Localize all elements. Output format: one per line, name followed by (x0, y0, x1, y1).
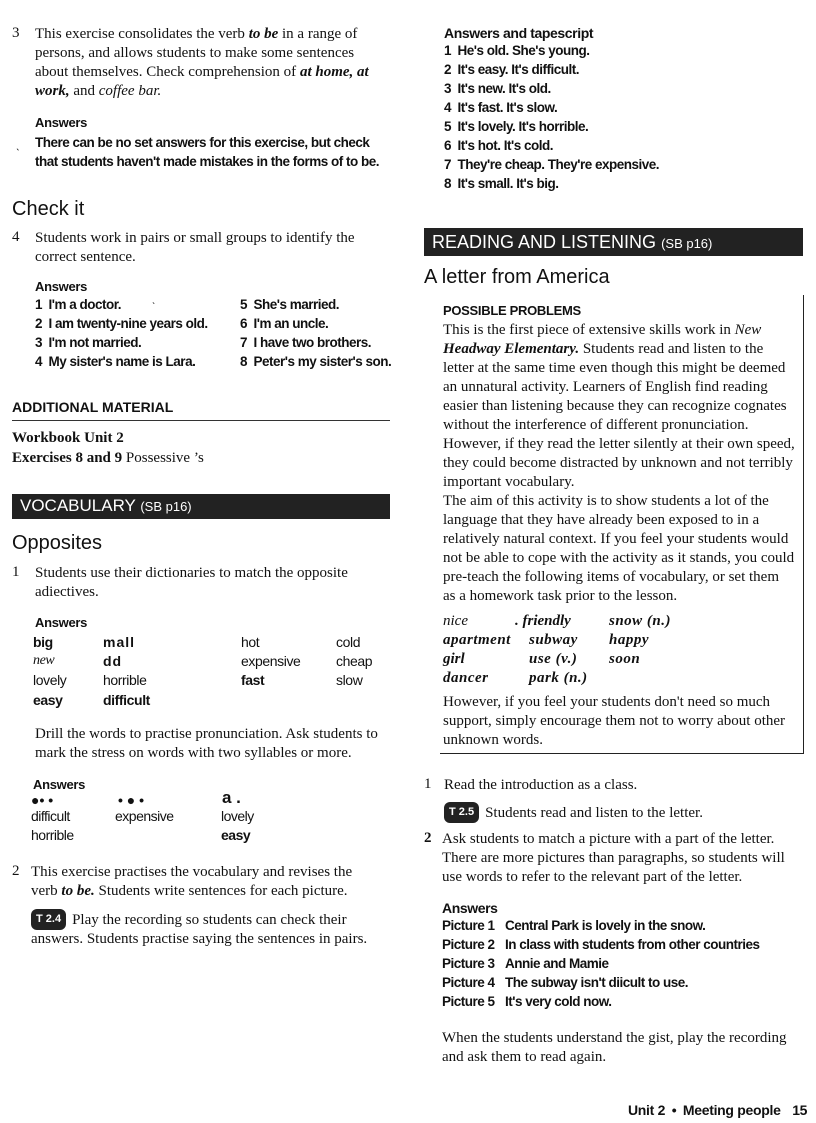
stress-word: difficult (31, 808, 70, 824)
closing-text: When the students understand the gist, play the recording and ask them to read again. (442, 1030, 787, 1065)
vocabulary-banner: VOCABULARY (SB p16) (12, 494, 390, 519)
grid-row: easy difficult (33, 692, 150, 708)
step-number: 1 (424, 776, 432, 792)
section-heading-letter: A letter from America (424, 266, 610, 288)
tapescript-line: 6 It's hot. It's cold. (444, 138, 553, 153)
answer-item: 5 She's married. (240, 297, 340, 312)
problems-paragraph: However, if you feel your students don't need so much support, simply encourage them not to worry about other unknown words. (443, 694, 786, 748)
tapescript-heading: Answers and tapescript (444, 25, 594, 41)
answer-item: 1 I'm a doctor. (35, 297, 122, 312)
grid-row: lovely horrible fast slow (33, 672, 363, 688)
exercises-line: Exercises 8 and 9 Possessive ’s (12, 450, 204, 466)
tapescript-line: 3 It's new. It's old. (444, 81, 551, 96)
exercise-2-text: This exercise practises the vocabulary and revises the verb to be. Students write sentences for each picture. (31, 864, 353, 899)
stress-word: easy (221, 827, 251, 843)
reading-listening-banner: READING AND LISTENING (SB p16) (424, 228, 803, 256)
stress-word: horrible (31, 827, 74, 843)
exercise-number: 3 (12, 25, 20, 41)
check-it-answers (35, 293, 395, 377)
picture-answer: Picture 2 In class with students from other countries (442, 937, 760, 952)
exercise-3-text: This exercise consolidates the verb to be in a range of persons, and allows students to make some sentences about themselves. Check comprehension of at home, at work, and coffee bar. (35, 26, 369, 99)
stress-word: lovely (221, 808, 254, 824)
exercise-number: 2 (12, 863, 20, 879)
tapescript-line: 2 It's easy. It's difficult. (444, 62, 579, 77)
stress-pattern: ●• • (31, 792, 54, 808)
picture-answers (442, 918, 802, 1018)
page-footer (628, 1102, 807, 1118)
stress-pattern: a . (222, 788, 241, 807)
possible-problems-title: POSSIBLE PROBLEMS (443, 303, 581, 318)
answers-label: Answers (35, 615, 88, 630)
exercise-number: 4 (12, 229, 20, 245)
footer-bullet: • (671, 1102, 677, 1118)
answers-label: Answers (33, 777, 86, 792)
tapescript-list (444, 43, 784, 198)
answers-label: Answers (35, 279, 88, 294)
answer-item: 6 I'm an uncle. (240, 316, 329, 331)
problems-paragraph: This is the first piece of extensive skills work in New Headway Elementary. Students read and listen to the letter at the same time even though this might be deemed an unnatural activity. Learners of English find reading easier than listening because they can recognize cognates without the interference of different pronunciation. However, if they read the letter silently at their own speed, they could become distracted by unknown and not terribly important vocabulary. (443, 322, 795, 490)
workbook-line: Workbook Unit 2 (12, 430, 124, 446)
exercise-number: 1 (12, 564, 20, 580)
stress-pattern: • ● • (118, 792, 145, 808)
bullet-mark: ˎ (16, 137, 20, 151)
additional-material-heading: ADDITIONAL MATERIAL (12, 399, 174, 415)
picture-answer: Picture 1 Central Park is lovely in the snow. (442, 918, 706, 933)
exercise-2-recording: T 2.4 Play the recording so students can check their answers. Students practise saying the sentences in pairs. (31, 909, 381, 949)
picture-answer: Picture 3 Annie and Mamie (442, 956, 609, 971)
step-number: 2 (424, 830, 432, 846)
drill-text: Drill the words to practise pronunciation. Ask students to mark the stress on words with two syllables or more. (35, 726, 378, 761)
grid-row: new dd expensive cheap (33, 653, 373, 669)
step-1-text: Read the introduction as a class. (444, 777, 638, 793)
exercise-3-answer: There can be no set answers for this exercise, but check that students haven't made mistakes in the forms of to be. (35, 135, 380, 169)
divider (12, 420, 390, 421)
step-2-text: Ask students to match a picture with a part of the letter. There are more pictures than paragraphs, so students will use words to refer to the relevant part of the letter. (442, 831, 785, 885)
page-number: 15 (792, 1102, 808, 1118)
answer-item: 7 I have two brothers. (240, 335, 372, 350)
recording-badge[interactable]: T 2.5 (444, 802, 479, 823)
answer-item: 4 My sister's name is Lara. (35, 354, 196, 369)
answers-label: Answers (442, 900, 498, 916)
footer-unit: Unit 2 (628, 1102, 666, 1118)
section-heading-opposites: Opposites (12, 532, 103, 554)
check-it-text: Students work in pairs or small groups to identify the correct sentence. (35, 230, 355, 265)
tapescript-line: 1 He's old. She's young. (444, 43, 590, 58)
picture-answer: Picture 4 The subway isn't diicult to use. (442, 975, 688, 990)
tapescript-line: 4 It's fast. It's slow. (444, 100, 558, 115)
answer-item: 3 I'm not married. (35, 335, 142, 350)
preteach-vocabulary: nice . friendly snow (n.) apartment subway happy girl use (v.) soon dancer park (n.) (443, 613, 672, 686)
tapescript-line: 8 It's small. It's big. (444, 176, 559, 191)
recording-badge[interactable]: T 2.4 (31, 909, 66, 930)
stress-patterns (31, 788, 331, 852)
answer-item: 8 Peter's my sister's son. (240, 354, 392, 369)
possible-problems-box (440, 295, 804, 754)
problems-paragraph: The aim of this activity is to show students a lot of the language that they have already been exposed to in a relatively natural context. If you feel your students would not be able to cope with the activity as it stands, you could pre-teach the following items of vocabulary, or set them as a homework task prior to the lesson. (443, 493, 795, 604)
opposites-grid (33, 634, 393, 714)
tapescript-line: 7 They're cheap. They're expensive. (444, 157, 660, 172)
section-heading-check-it: Check it (12, 198, 85, 220)
step-1-recording: T 2.5 Students read and listen to the letter. (444, 802, 794, 823)
stray-mark: ˎ (152, 293, 156, 305)
picture-answer: Picture 5 It's very cold now. (442, 994, 612, 1009)
answer-item: 2 I am twenty-nine years old. (35, 316, 208, 331)
grid-row: big mall hot cold (33, 634, 361, 650)
footer-title: Meeting people (682, 1102, 781, 1118)
answers-label: Answers (35, 115, 88, 130)
opposites-text: Students use their dictionaries to match the opposite adiectives. (35, 565, 348, 600)
stress-word: expensive (115, 808, 174, 824)
tapescript-line: 5 It's lovely. It's horrible. (444, 119, 589, 134)
